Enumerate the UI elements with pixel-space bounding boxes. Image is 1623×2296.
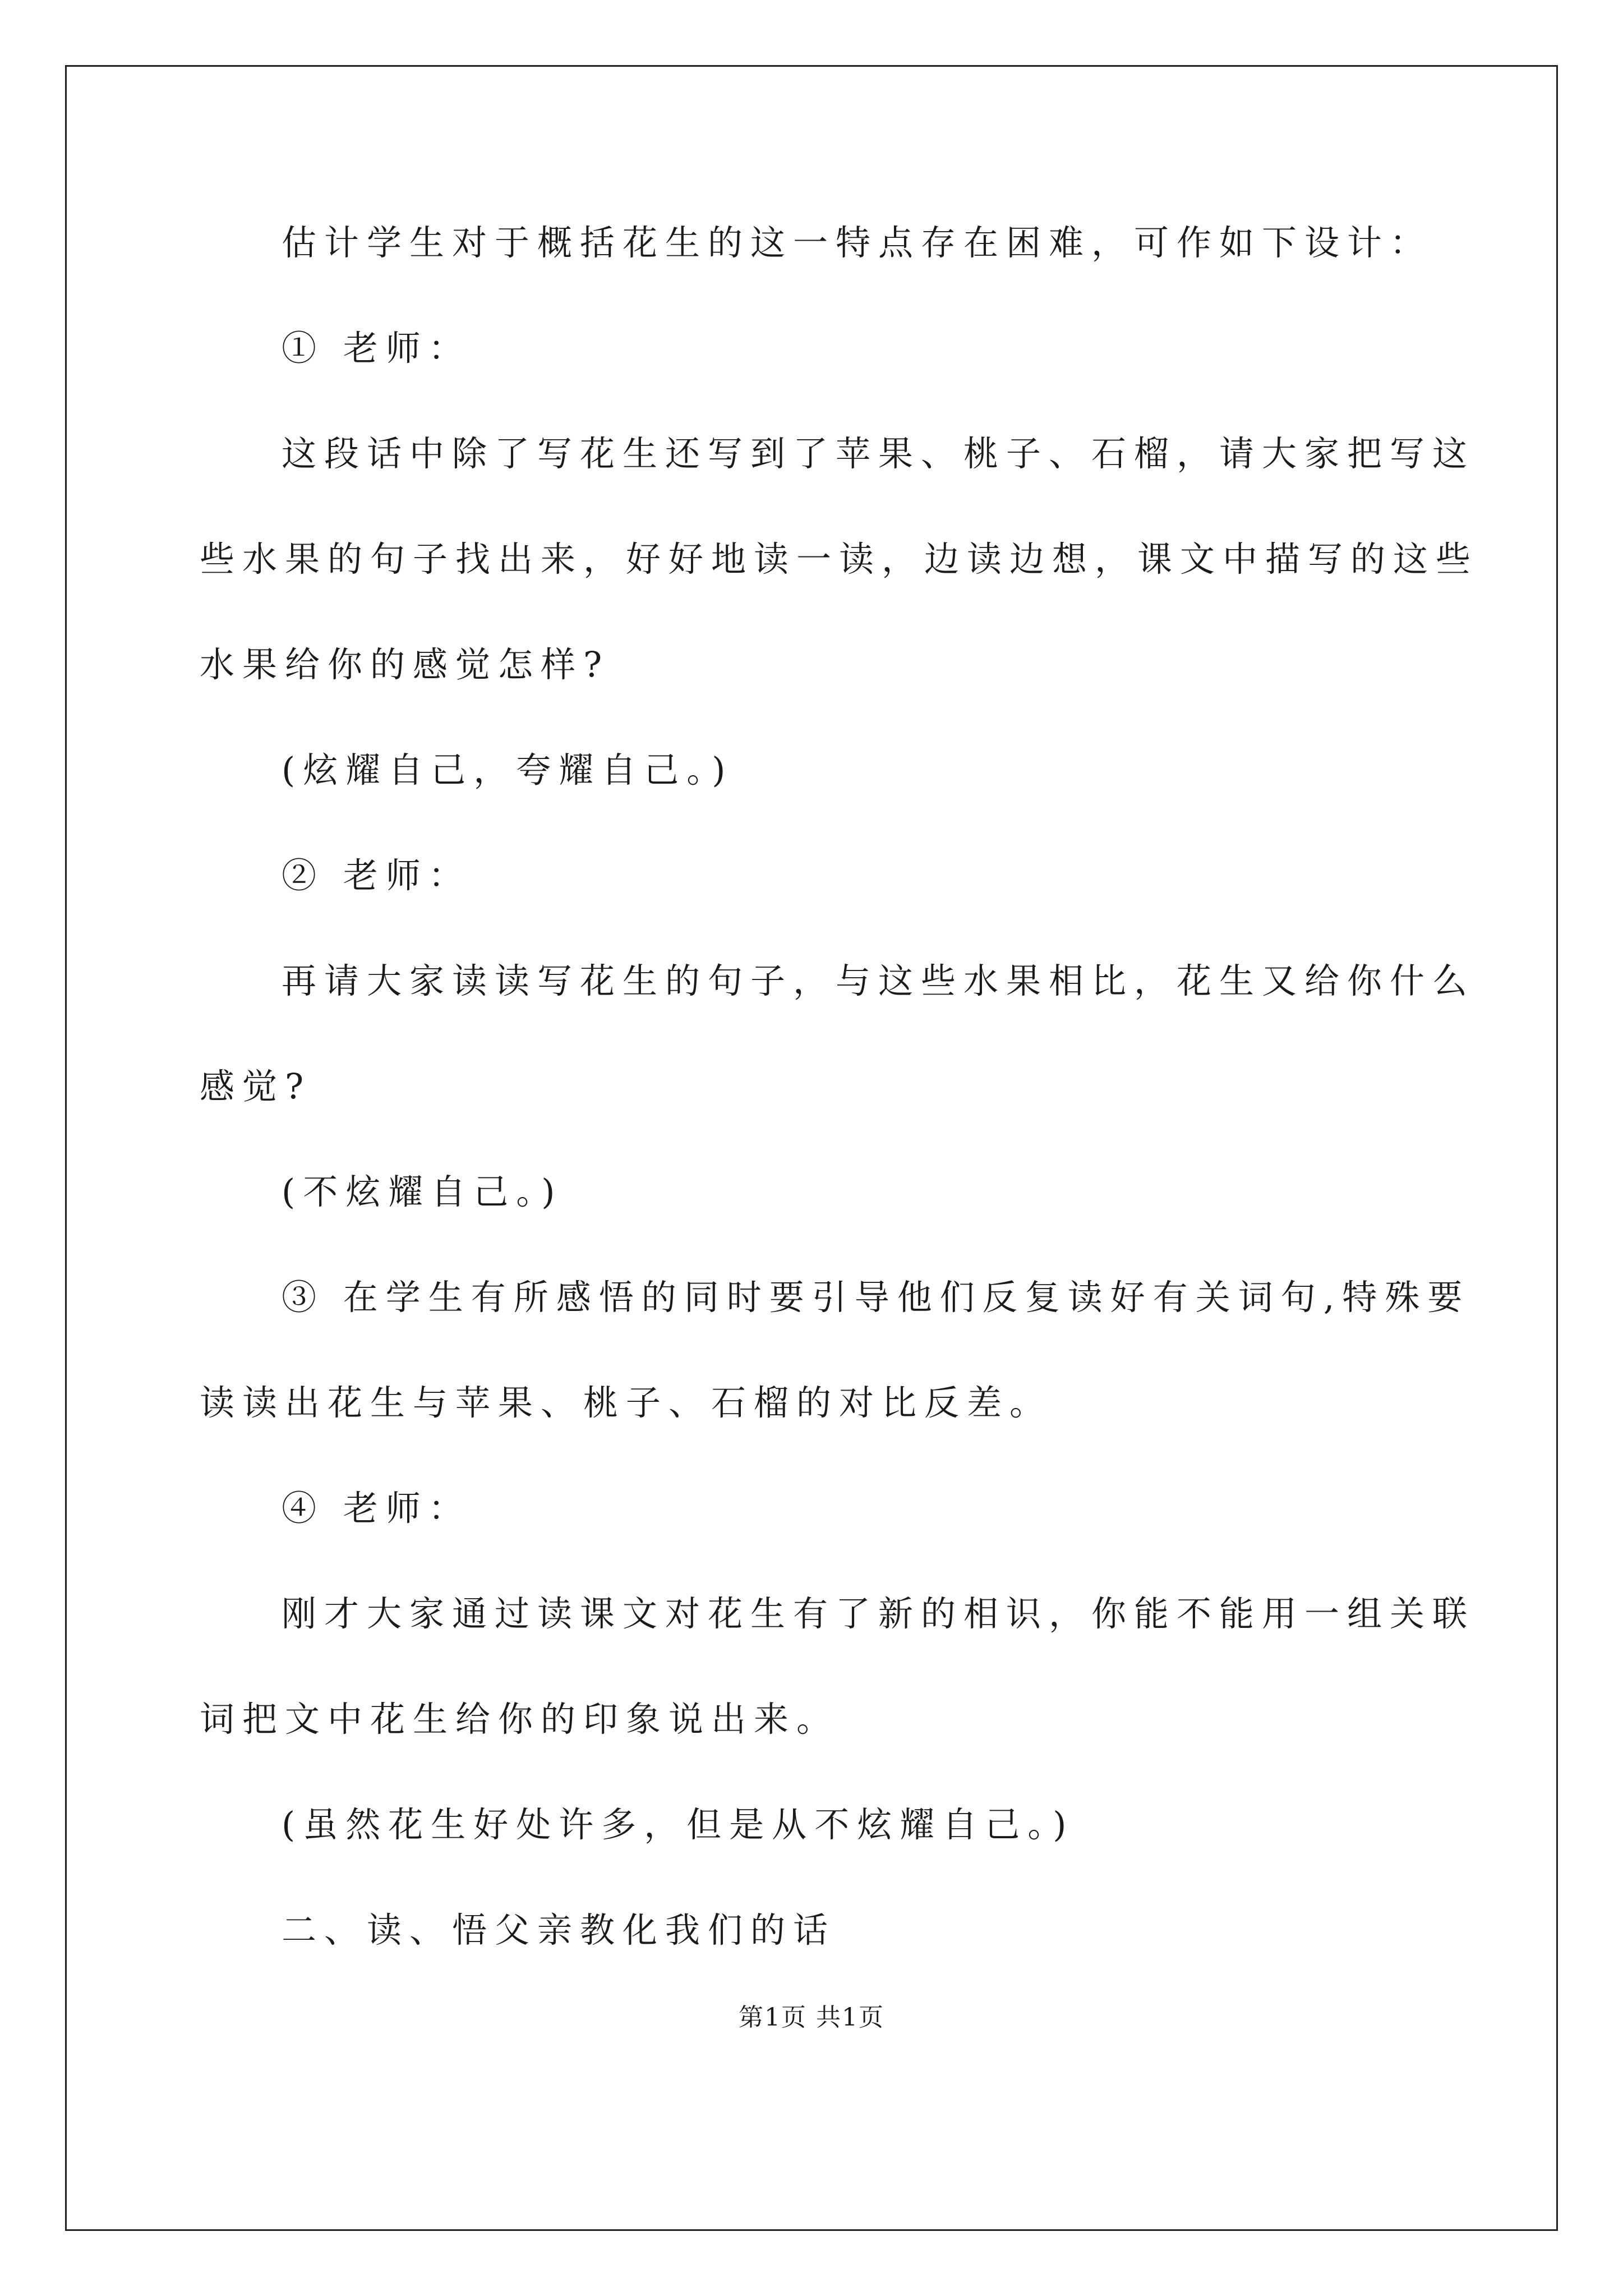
paragraph-line: (炫耀自己，夸耀自己。) [282,749,734,790]
paragraph-line: 词把文中花生给你的印象说出来。 [200,1699,840,1740]
paragraph-line: ③ 在学生有所感悟的同时要引导他们反复读好有关词句,特殊要 [282,1277,1470,1318]
paragraph-line: (虽然花生好处许多，但是从不炫耀自己。) [282,1804,1075,1845]
paragraph-line: 感觉? [200,1066,312,1107]
paragraph-line: (不炫耀自己。) [282,1171,563,1212]
paragraph-line: ④ 老师： [282,1488,471,1529]
section-heading: 二、读、悟父亲教化我们的话 [282,1910,836,1950]
paragraph-line: 估计学生对于概括花生的这一特点存在困难，可作如下设计： [282,222,1433,263]
paragraph-line: 刚才大家通过读课文对花生有了新的相识，你能不能用一组关联 [282,1593,1476,1634]
paragraph-line: 水果给你的感觉怎样? [200,644,610,685]
paragraph-line: 读读出花生与苹果、桃子、石榴的对比反差。 [200,1382,1053,1423]
paragraph-line: 些水果的句子找出来，好好地读一读，边读边想，课文中描写的这些 [200,539,1479,579]
paragraph-line: 再请大家读读写花生的句子，与这些水果相比，花生又给你什么 [282,960,1476,1001]
paragraph-line: ② 老师： [282,855,471,896]
page-footer: 第1页 共1页 [739,2003,884,2032]
paragraph-line: ① 老师： [282,328,471,369]
page-border [65,65,1558,2231]
paragraph-line: 这段话中除了写花生还写到了苹果、桃子、石榴，请大家把写这 [282,433,1476,474]
